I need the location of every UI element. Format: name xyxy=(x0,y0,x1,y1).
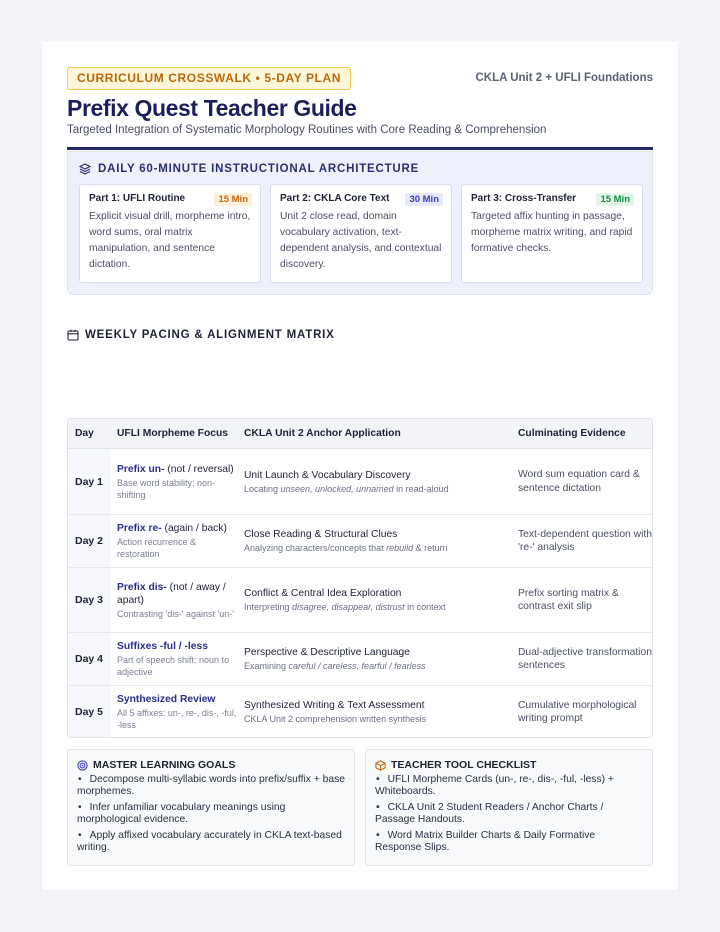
tools-list xyxy=(375,774,643,854)
goals-heading-text: MASTER LEARNING GOALS xyxy=(93,759,236,771)
list-item: • Infer unfamiliar vocabulary meanings using morphological evidence. xyxy=(77,802,345,826)
list-item: • UFLI Morpheme Cards (un-, re-, dis-, -ful, -less) + Whiteboards. xyxy=(375,774,643,798)
evidence-cell: Text-dependent question with 're-' analysis xyxy=(518,528,652,553)
page-title: Prefix Quest Teacher Guide xyxy=(67,95,357,121)
day-cell: Day 5 xyxy=(68,686,111,738)
evidence-cell: Dual-adjective transformation sentences xyxy=(518,646,652,671)
unit-label: CKLA Unit 2 + UFLI Foundations xyxy=(475,72,653,84)
anchor-cell: Unit Launch & Vocabulary Discovery Locating unseen, unlocked, unnamed in read-aloud xyxy=(244,469,449,494)
page-subtitle: Targeted Integration of Systematic Morphology Routines with Core Reading & Comprehension xyxy=(67,124,547,136)
table-row xyxy=(68,568,652,633)
layers-icon xyxy=(79,163,91,175)
matrix-heading xyxy=(67,329,335,341)
box-icon xyxy=(375,760,386,771)
part-card-2 xyxy=(270,184,452,283)
morpheme-cell: Suffixes -ful / -less Part of speech shift: noun to adjective xyxy=(117,641,230,677)
column-header: UFLI Morpheme Focus xyxy=(117,428,228,439)
anchor-cell: Perspective & Descriptive Language Examining careful / careless, fearful / fearless xyxy=(244,647,426,671)
table-row xyxy=(68,686,652,738)
list-item: • Apply affixed vocabulary accurately in CKLA text-based writing. xyxy=(77,830,345,854)
goals-list xyxy=(77,774,345,854)
anchor-cell: Close Reading & Structural Clues Analyzing characters/concepts that rebuild & return xyxy=(244,529,448,553)
morpheme-cell: Prefix un- (not / reversal) Base word stability; non-shifting xyxy=(117,463,234,500)
goals-heading xyxy=(77,759,345,771)
part-description: Explicit visual drill, morpheme intro, word sums, oral matrix manipulation, and sentence dictation. xyxy=(89,211,251,270)
curriculum-badge: CURRICULUM CROSSWALK • 5-DAY PLAN xyxy=(67,67,351,90)
column-header: Day xyxy=(75,428,94,439)
architecture-heading-text: DAILY 60-MINUTE INSTRUCTIONAL ARCHITECTURE xyxy=(98,163,420,175)
architecture-panel xyxy=(67,151,653,295)
column-header: Culminating Evidence xyxy=(518,428,626,439)
list-item: • Decompose multi-syllabic words into prefix/suffix + base morphemes. xyxy=(77,774,345,798)
column-header: CKLA Unit 2 Anchor Application xyxy=(244,428,401,439)
table-row xyxy=(68,449,652,515)
calendar-icon xyxy=(67,329,79,341)
learning-goals-box xyxy=(67,749,355,866)
tool-checklist-box xyxy=(365,749,653,866)
pacing-table xyxy=(67,418,653,738)
table-header xyxy=(68,419,652,449)
tools-heading xyxy=(375,759,643,771)
part-title: Part 2: CKLA Core Text xyxy=(280,193,390,204)
guide-page xyxy=(42,42,678,890)
day-cell: Day 1 xyxy=(68,449,111,514)
part-card-3 xyxy=(461,184,643,283)
list-item: • Word Matrix Builder Charts & Daily Formative Response Slips. xyxy=(375,830,643,854)
list-item: • CKLA Unit 2 Student Readers / Anchor Charts / Passage Handouts. xyxy=(375,802,643,826)
evidence-cell: Cumulative morphological writing prompt xyxy=(518,699,637,724)
day-cell: Day 4 xyxy=(68,633,111,685)
time-badge: 30 Min xyxy=(405,193,443,206)
table-row xyxy=(68,633,652,686)
morpheme-cell: Prefix re- (again / back) Action recurrence & restoration xyxy=(117,523,227,559)
evidence-cell: Word sum equation card & sentence dictation xyxy=(518,469,640,494)
part-title: Part 1: UFLI Routine xyxy=(89,193,186,204)
matrix-heading-text: WEEKLY PACING & ALIGNMENT MATRIX xyxy=(85,329,335,341)
part-title: Part 3: Cross-Transfer xyxy=(471,193,577,204)
part-description: Targeted affix hunting in passage, morpheme matrix writing, and rapid formative checks. xyxy=(471,211,633,254)
anchor-cell: Synthesized Writing & Text Assessment CKLA Unit 2 comprehension written synthesis xyxy=(244,700,427,724)
evidence-cell: Prefix sorting matrix & contrast exit slip xyxy=(518,587,619,612)
title-divider xyxy=(67,147,653,150)
morpheme-cell: Synthesized Review All 5 affixes: un-, re-, dis-, -ful, -less xyxy=(117,694,237,730)
morpheme-cell: Prefix dis- (not / away / apart) Contrasting 'dis-' against 'un-' xyxy=(117,581,234,619)
anchor-cell: Conflict & Central Idea Exploration Interpreting disagree, disappear, distrust in context xyxy=(244,588,446,612)
time-badge: 15 Min xyxy=(214,193,252,206)
architecture-heading xyxy=(79,163,419,175)
target-icon xyxy=(77,760,88,771)
day-cell: Day 3 xyxy=(68,568,111,632)
time-badge: 15 Min xyxy=(596,193,634,206)
part-description: Unit 2 close read, domain vocabulary activation, text-dependent analysis, and contextual discovery. xyxy=(280,211,442,270)
table-row xyxy=(68,515,652,568)
day-cell: Day 2 xyxy=(68,515,111,567)
part-card-1 xyxy=(79,184,261,283)
tools-heading-text: TEACHER TOOL CHECKLIST xyxy=(391,759,537,771)
